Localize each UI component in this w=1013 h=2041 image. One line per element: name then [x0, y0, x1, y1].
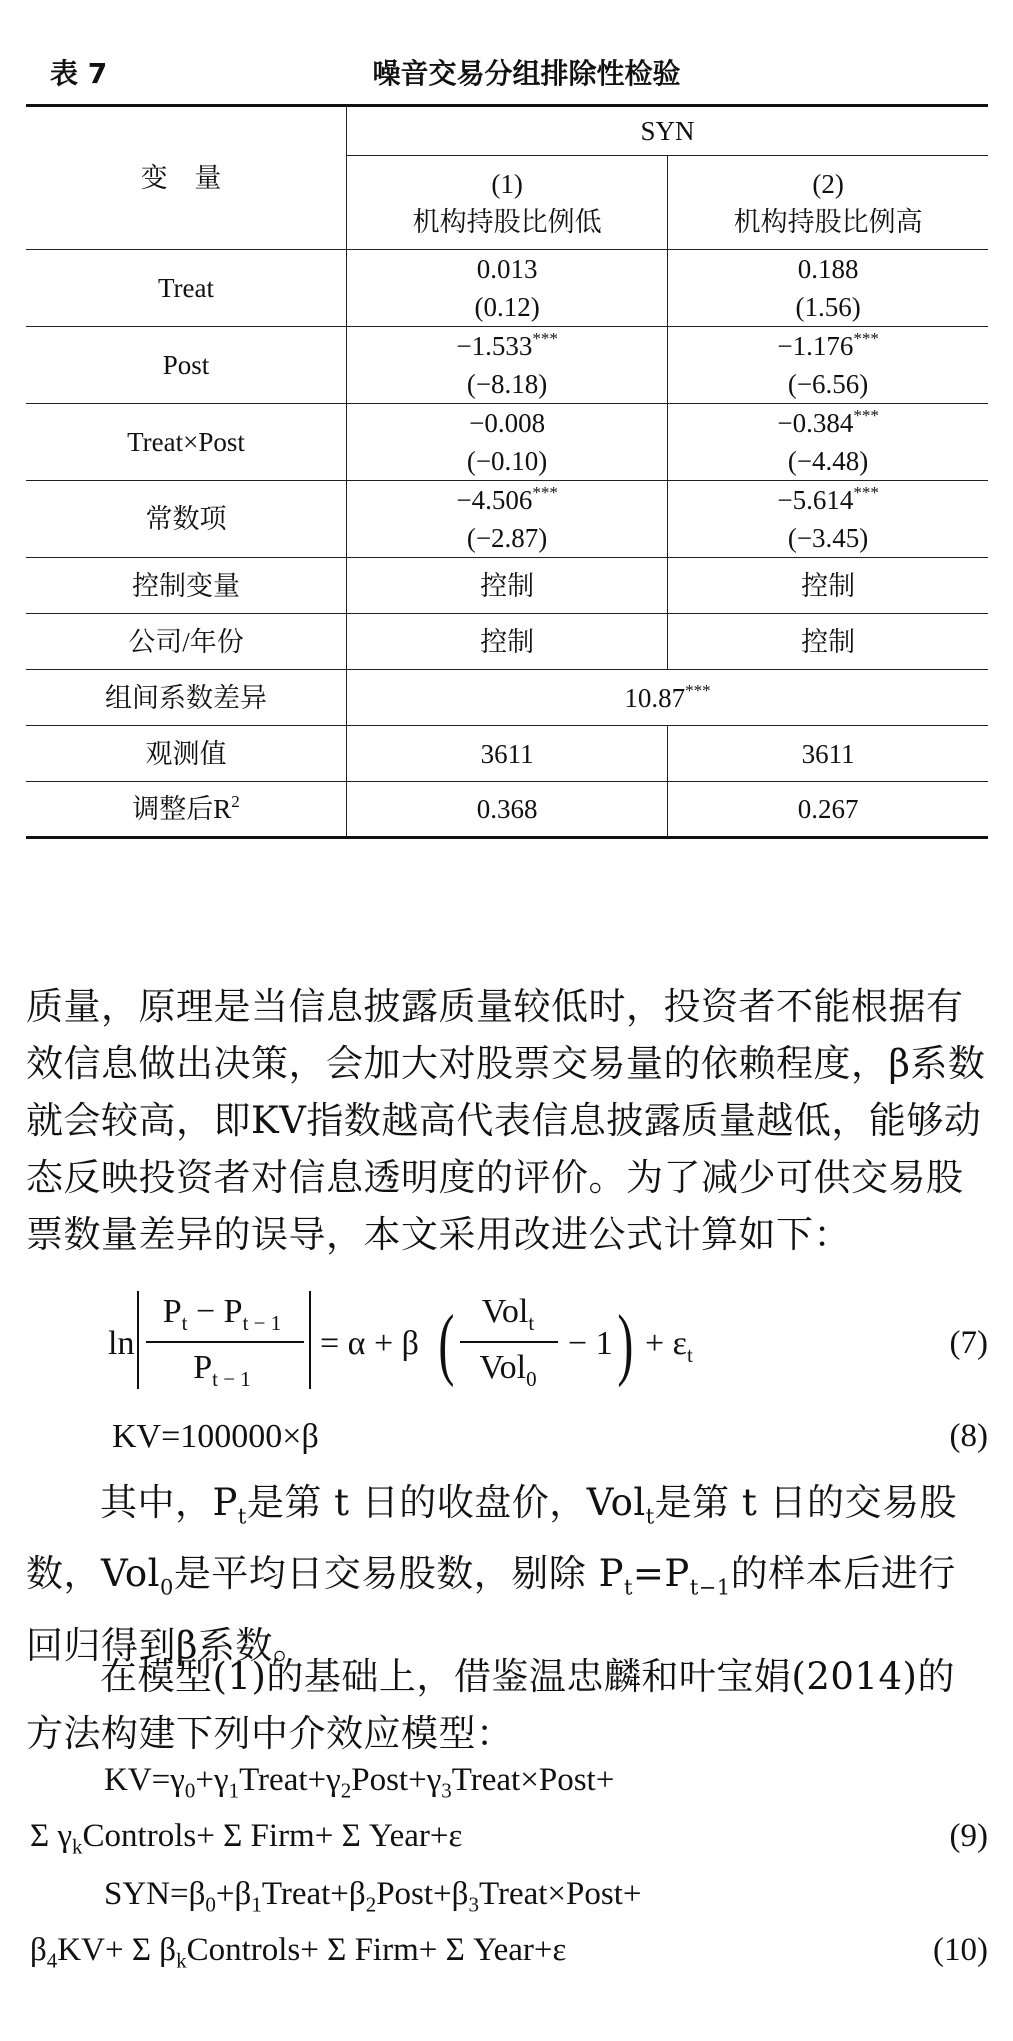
table-row — [26, 558, 988, 614]
cell: −5.614*** (−3.45) — [668, 481, 988, 558]
row-label: Treat×Post — [26, 404, 347, 481]
cell: 0.368 — [347, 782, 668, 838]
cell: 0.188 (1.56) — [668, 250, 988, 327]
table-row — [26, 726, 988, 782]
cell: 控制 — [347, 558, 668, 614]
table-row — [26, 250, 988, 327]
table-row — [26, 481, 988, 558]
cell: −1.176*** (−6.56) — [668, 327, 988, 404]
equation-9: $KV=\gamma_0+\gamma_1Treat+\gamma_2Post+\gamma_3Treat\times Post+$ Σ $\gamma_kControls+ \Sigma$ Firm+ Σ Year+ε (9) — [30, 1762, 988, 1859]
cell: 控制 — [668, 614, 988, 670]
row-label: 控制变量 — [26, 558, 347, 614]
paragraph-definitions: 其中，$P_t$是第 t 日的收盘价，Vol$_t$是第 t 日的交易股数，Vol$_0$是平均日交易股数，剔除 $P_t=P_{t-1}$的样本后进行回归得到β系数。 — [26, 1481, 958, 1667]
row-label: 观测值 — [26, 726, 347, 782]
equation-7: ln $P_t - P_{t - 1}$ $P_{t - 1}$ = α + β ( Vol$_t$ Vol$_0$ − 1 ) + $\varepsilon_t$ (7) — [108, 1293, 988, 1391]
row-label: 组间系数差异 — [26, 670, 347, 726]
cell: 10.87*** — [347, 670, 989, 726]
variable-header: 变 量 — [26, 106, 347, 250]
row-label: Post — [26, 327, 347, 404]
row-label: 公司/年份 — [26, 614, 347, 670]
regression-table — [26, 104, 988, 839]
cell: −0.008 (−0.10) — [347, 404, 668, 481]
cell: −4.506*** (−2.87) — [347, 481, 668, 558]
dep-var-header: SYN — [347, 106, 989, 156]
paragraph-kv-intro: 质量，原理是当信息披露质量较低时，投资者不能根据有效信息做出决策，会加大对股票交易量的依赖程度，β系数就会较高，即KV指数越高代表信息披露质量越低，能够动态反映投资者对信息透明度的评价。为了减少可供交易股票数量差异的误导，本文采用改进公式计算如下： — [26, 985, 986, 1256]
table-title: 噪音交易分组排除性检验 — [372, 57, 681, 90]
row-label: 调整后$R^2$ — [26, 782, 347, 838]
equation-8: KV=100000×β (8) — [112, 1418, 988, 1455]
table-row — [26, 782, 988, 838]
row-label: 常数项 — [26, 481, 347, 558]
col1-header: (1) 机构持股比例低 — [347, 156, 668, 250]
table-row — [26, 670, 988, 726]
cell: −0.384*** (−4.48) — [668, 404, 988, 481]
cell: 0.013 (0.12) — [347, 250, 668, 327]
cell: −1.533*** (−8.18) — [347, 327, 668, 404]
cell: 3611 — [347, 726, 668, 782]
table-row — [26, 614, 988, 670]
cell: 0.267 — [668, 782, 988, 838]
col2-header: (2) 机构持股比例高 — [668, 156, 988, 250]
paragraph-mediation: 在模型(1)的基础上，借鉴温忠麟和叶宝娟(2014)的方法构建下列中介效应模型： — [26, 1655, 955, 1755]
row-label: Treat — [26, 250, 347, 327]
table-row — [26, 404, 988, 481]
cell: 3611 — [668, 726, 988, 782]
cell: 控制 — [347, 614, 668, 670]
table-caption — [0, 52, 1013, 96]
equation-10: $SYN=\beta_0+\beta_1Treat+\beta_2Post+\beta_3Treat\times Post+$ $\beta_4KV+ \Sigma$ $\beta_kControls+ \Sigma$ Firm+ Σ Year+ε (10) — [30, 1876, 988, 1973]
cell: 控制 — [668, 558, 988, 614]
table-number: 表 7 — [50, 57, 108, 90]
table-row — [26, 327, 988, 404]
